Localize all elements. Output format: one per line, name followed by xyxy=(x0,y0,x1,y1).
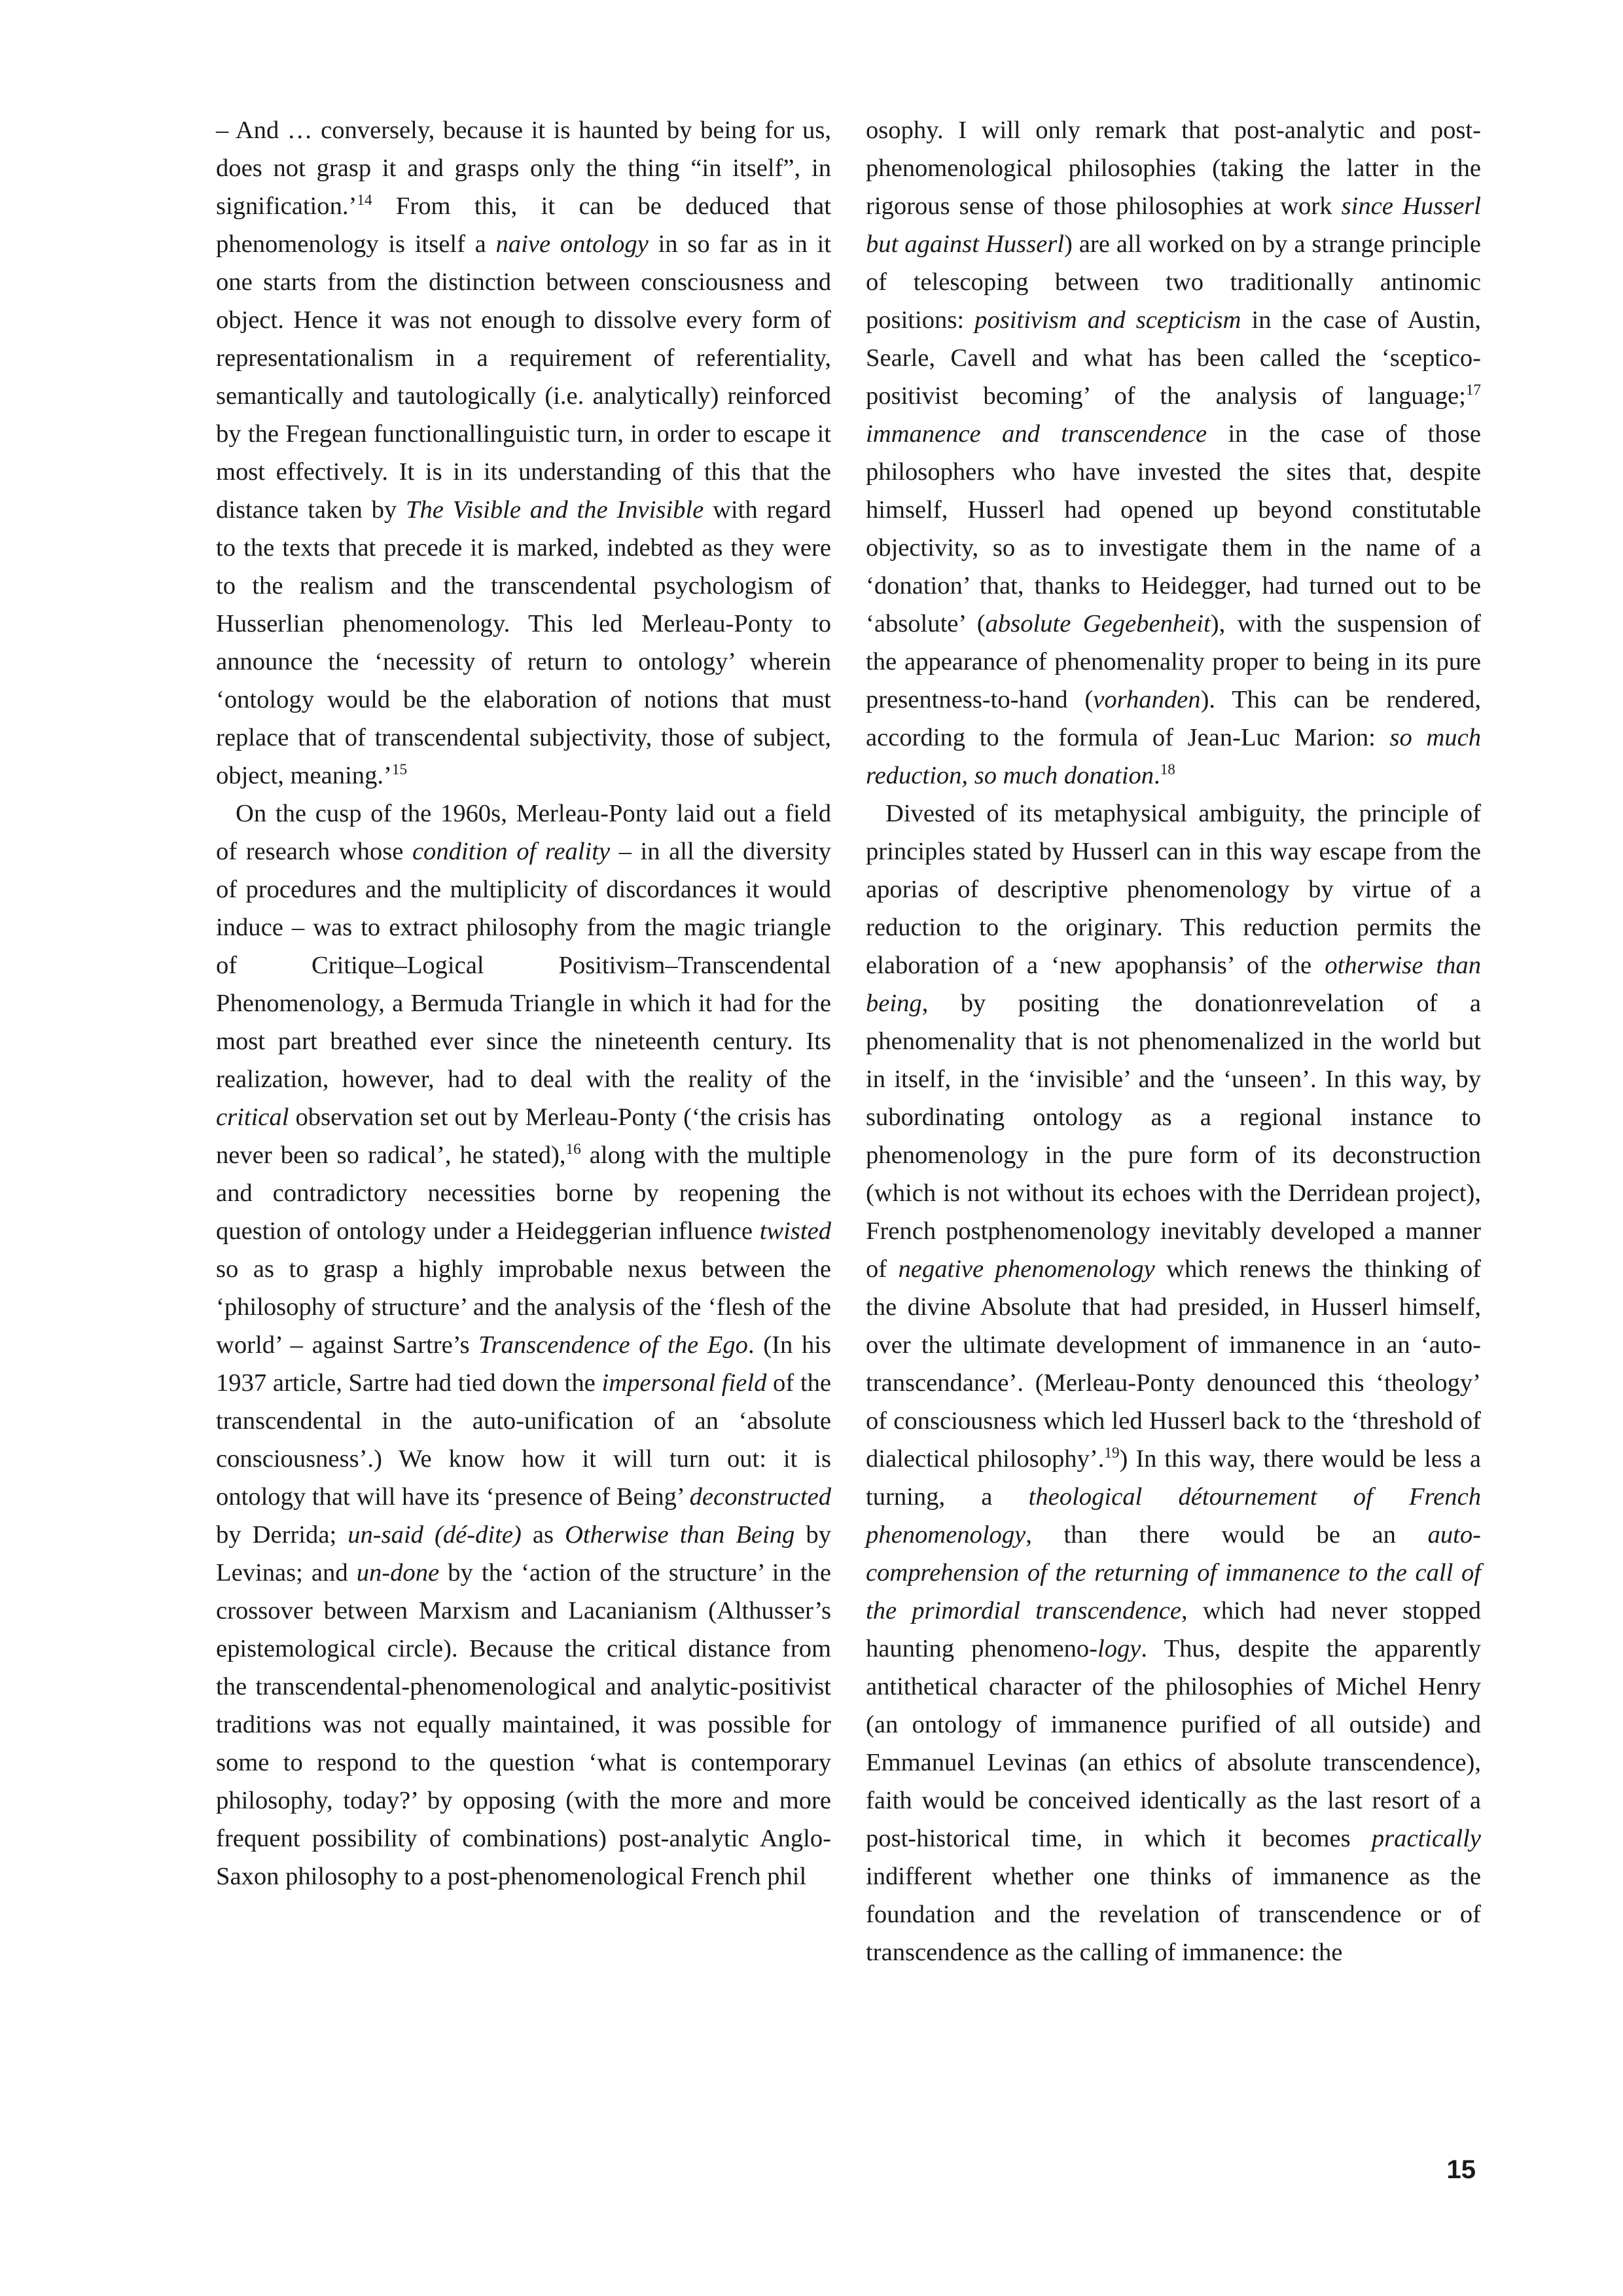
italic-text: since Husserl but against Husserl xyxy=(866,192,1481,258)
footnote-marker: 16 xyxy=(565,1141,581,1158)
text-run: ), with the suspension of the appearance of phenomenality proper to being in its pure presentness-to-hand ( xyxy=(866,610,1481,713)
text-run: , by positing the donationrevelation of a phenomenality that is not phenomenalized in the world but in itself, in the ‘invisible’ and the ‘unseen’. In this way, by subordinating ontology as a regional instance to phenomenology in the pure form of its deconstruction (which is not without its echoes with the Derridean project), French postphenomenology inevitably developed a manner of xyxy=(866,990,1481,1283)
italic-text: auto-comprehension of the returning of immanence to the call of the primordial transcendence xyxy=(866,1521,1481,1624)
text-run: From this, it can be deduced that phenomenology is itself a xyxy=(216,192,831,258)
page-number: 15 xyxy=(1446,2155,1476,2184)
paragraph xyxy=(866,795,1481,1971)
italic-text: otherwise than being xyxy=(866,952,1481,1017)
italic-text: absolute Gegebenheit xyxy=(985,610,1211,637)
text-run: in the case of those philosophers who have invested the sites that, despite himself, Husserl had opened up beyond constitutable objectivity, so as to investigate them in the name of a ‘donation’ that, thanks to Heidegger, had turned out to be ‘absolute’ ( xyxy=(866,420,1481,637)
italic-text: logy xyxy=(1097,1635,1141,1662)
footnote-marker: 19 xyxy=(1104,1444,1120,1462)
italic-text: un-said (dé-dite) xyxy=(348,1521,522,1549)
text-run: – And … conversely, because it is haunted by being for us, does not grasp it and grasps only the thing “in itself”, in signification.’ xyxy=(216,117,831,220)
book-title: Transcendence of the Ego xyxy=(478,1331,748,1359)
text-run: which renews the thinking of the divine Absolute that had presided, in Husserl himself, over the ultimate development of immanence in an ‘auto-transcendance’. (Merleau-Ponty denounced this ‘theology’ of consciousness which led Husserl back to the ‘threshold of dialectical philosophy’. xyxy=(866,1255,1482,1473)
italic-text: twisted xyxy=(759,1217,831,1245)
italic-text: critical xyxy=(216,1103,289,1131)
text-run: by the ‘action of the structure’ in the crossover between Marxism and Lacanianism (Althusser’s epistemological circle). Because the critical distance from the transcendental-phenomenological and analytic-positivist traditions was not equally maintained, it was possible for some to respond to the question ‘what is contemporary philosophy, today?’ by opposing (with the more and more frequent possibility of combinations) post-analytic Anglo-Saxon philosophy to a post-phenomenological French phil xyxy=(216,1559,831,1890)
text-run: Divested of its metaphysical ambiguity, the principle of principles stated by Husserl can in this way escape from the aporias of descriptive phenomenology by virtue of a reduction to the originary. This reduction permits the elaboration of a ‘new apophansis’ of the xyxy=(866,800,1481,979)
text-run: by Levinas; and xyxy=(216,1521,831,1587)
italic-text: naive ontology xyxy=(495,230,649,258)
text-run: in the case of Austin, Searle, Cavell and what has been called the ‘sceptico-positivist becoming’ of the analysis of language; xyxy=(866,306,1482,410)
text-run: so as to grasp a highly improbable nexus between the ‘philosophy of structure’ and the analysis of the ‘flesh of the world’ – against Sartre’s xyxy=(216,1255,831,1359)
text-run: with regard to the texts that precede it is marked, indebted as they were to the realism and the transcendental psychologism of Husserlian phenomenology. This led Merleau-Ponty to announce the ‘necessity of return to ontology’ wherein ‘ontology would be the elaboration of notions that must replace that of transcendental subjectivity, those of subject, object, meaning.’ xyxy=(216,496,831,789)
italic-text: positivism and scepticism xyxy=(974,306,1241,334)
text-run: indifferent whether one thinks of immanence as the foundation and the revelation of transcendence or of transcendence as the calling of immanence: the xyxy=(866,1863,1481,1966)
text-run: ) are all worked on by a strange principle of telescoping between two traditionally antinomic positions: xyxy=(866,230,1481,334)
text-run: – in all the diversity of procedures and the multiplicity of discordances it would induce – was to extract philosophy from the magic triangle of Critique–Logical Positivism–Transcendental Phenomenology, a Bermuda Triangle in which it had for the most part breathed ever since the nineteenth century. Its realization, however, had to deal with the reality of the xyxy=(216,838,831,1093)
text-run: osophy. I will only remark that post-analytic and post-phenomenological philosophies (taking the latter in the rigorous sense of those philosophies at work xyxy=(866,117,1481,220)
text-run: ). This can be rendered, according to the formula of Jean-Luc Marion: xyxy=(866,686,1481,751)
italic-text: vorhanden xyxy=(1093,686,1201,713)
footnote-marker: 15 xyxy=(391,761,408,779)
text-run: observation set out by Merleau-Ponty (‘the crisis has never been so radical’, he stated), xyxy=(216,1103,831,1169)
text-run: , which had never stopped haunting phenomeno- xyxy=(866,1597,1481,1662)
italic-text: un-done xyxy=(356,1559,440,1587)
italic-text: so much reduction, so much donation xyxy=(866,724,1482,789)
italic-text: theological détournement of French phenomenology xyxy=(866,1483,1481,1549)
book-title: The Visible and the Invisible xyxy=(405,496,704,524)
italic-text: deconstructed xyxy=(689,1483,831,1511)
paragraph xyxy=(866,111,1481,795)
right-text-column xyxy=(866,111,1481,1971)
text-run: along with the multiple and contradictory necessities borne by reopening the question of ontology under a Heideggerian influence xyxy=(216,1141,831,1245)
text-run: . (In his 1937 article, Sartre had tied down the xyxy=(216,1331,831,1397)
italic-text: condition of reality xyxy=(412,838,611,865)
italic-text: immanence and transcendence xyxy=(866,420,1207,448)
text-run: On the cusp of the 1960s, Merleau-Ponty laid out a field of research whose xyxy=(216,800,831,865)
footnote-marker: 14 xyxy=(357,192,372,209)
text-run: of the transcendental in the auto-unification of an ‘absolute consciousness’.) We know how it will turn out: it is ontology that will have its ‘presence of Being’ xyxy=(216,1369,831,1511)
text-run: , than there would be an xyxy=(1026,1521,1428,1549)
book-title: Otherwise than Being xyxy=(565,1521,795,1549)
text-run: in so far as in it one starts from the distinction between consciousness and object. Hence it was not enough to dissolve every form of representationalism in a requirement of referentiality, semantically and tautologically (i.e. analytically) reinforced by the Fregean functionallinguistic turn, in order to escape it most effectively. It is in its understanding of this that the distance taken by xyxy=(216,230,831,524)
footnote-marker: 17 xyxy=(1465,382,1481,399)
left-text-column xyxy=(216,111,831,1895)
text-run: as xyxy=(521,1521,565,1549)
paragraph xyxy=(216,795,831,1895)
italic-text: negative phenomenology xyxy=(898,1255,1155,1283)
paragraph xyxy=(216,111,831,795)
footnote-marker: 18 xyxy=(1160,761,1175,779)
italic-text: practically xyxy=(1371,1825,1481,1852)
text-run: . xyxy=(1154,762,1160,789)
text-run: . Thus, despite the apparently antithetical character of the philosophies of Michel Henry (an ontology of immanence purified of all outside) and Emmanuel Levinas (an ethics of absolute transcendence), faith would be conceived identically as the last resort of a post-historical time, in which it becomes xyxy=(866,1635,1481,1852)
italic-text: impersonal field xyxy=(601,1369,767,1397)
text-run: by Derrida; xyxy=(216,1521,348,1549)
text-run: ) In this way, there would be less a turning, a xyxy=(866,1445,1481,1511)
